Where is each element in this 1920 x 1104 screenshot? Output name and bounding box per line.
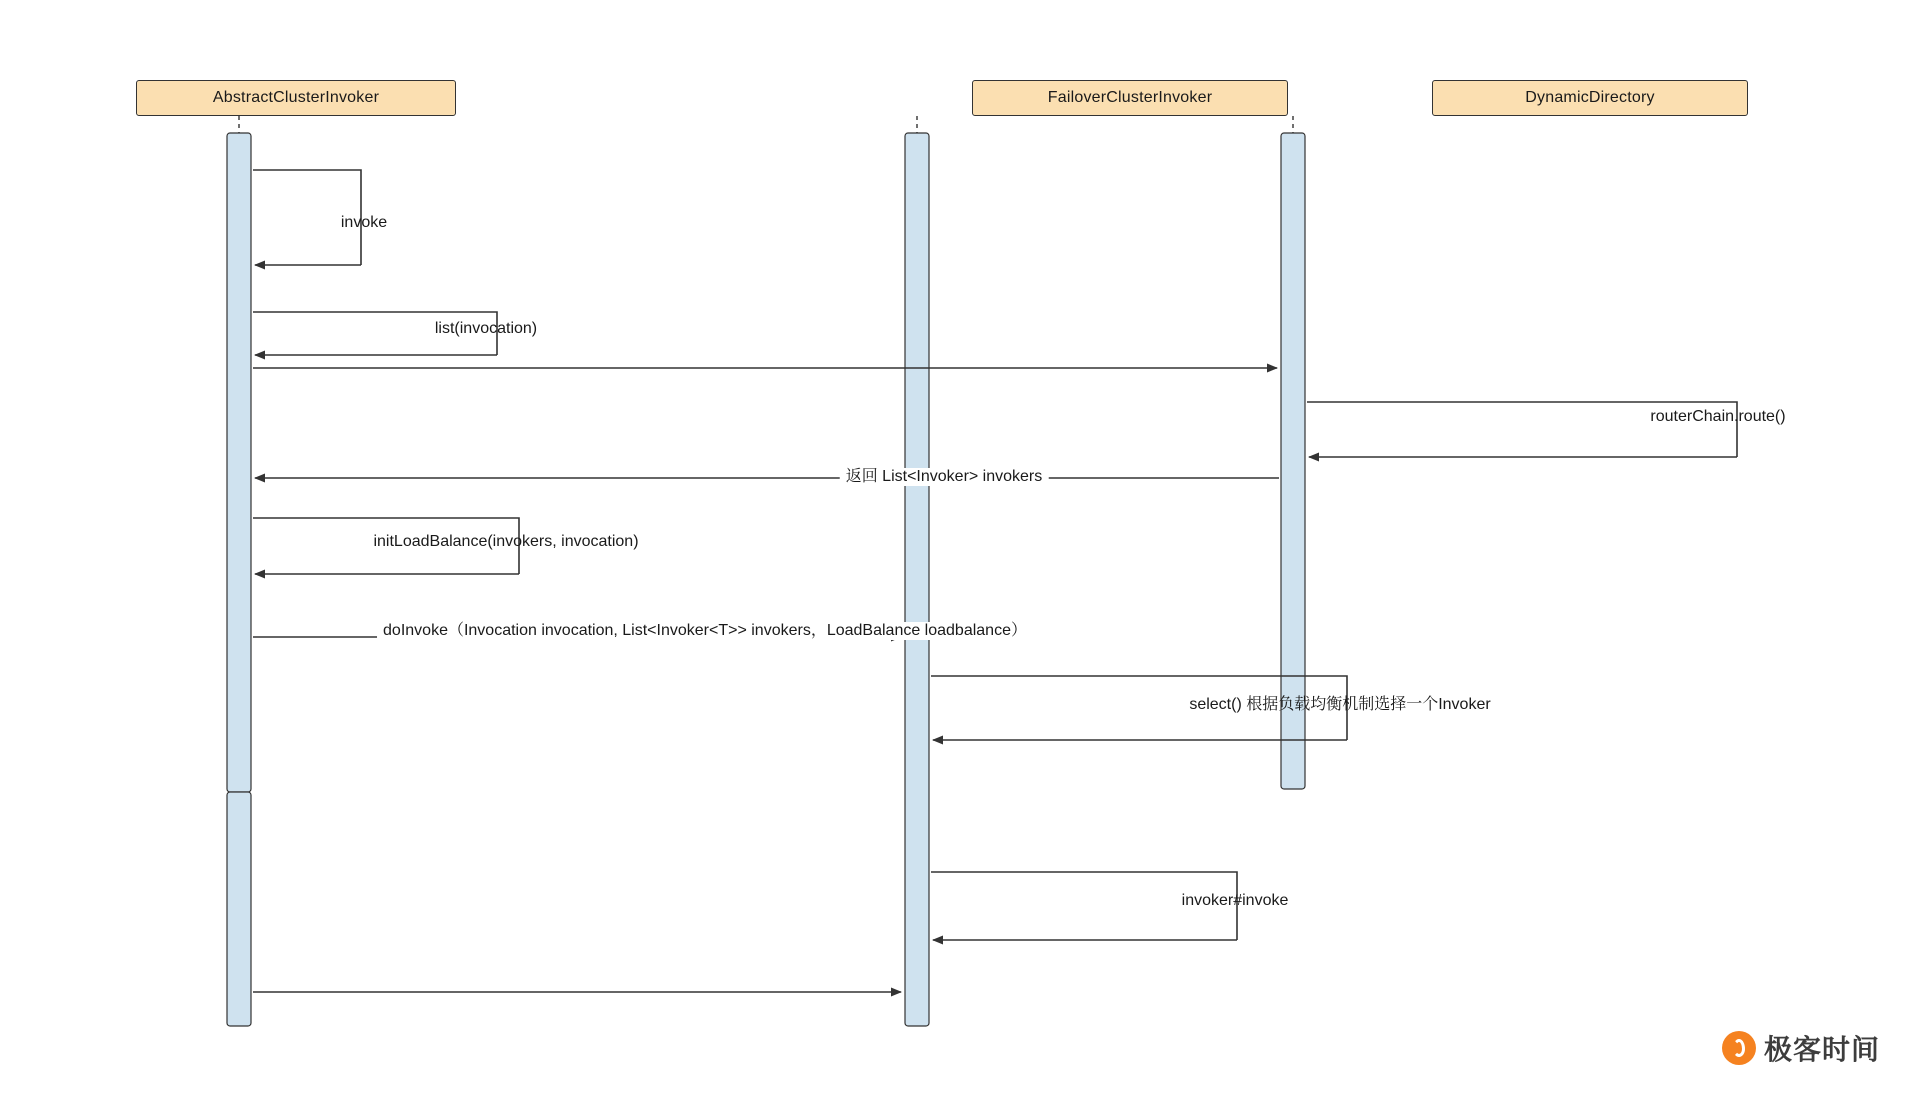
participant-dynamic-directory[interactable] (1432, 80, 1748, 116)
lifeline-dashes (239, 116, 1293, 140)
watermark-label: 极客时间 (1763, 1034, 1880, 1065)
geekbang-logo-icon (1722, 1031, 1756, 1065)
message-label-select-loadbalance: select() 根据负载均衡机制选择一个Invoker (1189, 696, 1491, 713)
message-label-router-chain-route: routerChain.route() (1650, 408, 1786, 425)
participant-label: DynamicDirectory (1525, 89, 1655, 106)
message-label-return-invokers: 返回 List<Invoker> invokers (840, 468, 1049, 486)
message-arrows (253, 170, 1737, 992)
message-label-do-invoke: doInvoke（Invocation invocation, List<Invoker<T>> invokers，LoadBalance loadbalance） (377, 622, 1033, 640)
participant-label: AbstractClusterInvoker (212, 89, 380, 106)
message-label-invoke: invoke (340, 214, 388, 231)
participant-abstract-cluster-invoker[interactable] (136, 80, 456, 116)
watermark (1722, 1028, 1880, 1068)
activation-bars (227, 133, 1305, 1026)
message-label-list-invocation: list(invocation) (434, 320, 538, 337)
message-label-invoker-invoke: invoker#invoke (1181, 892, 1289, 909)
participant-label: FailoverClusterInvoker (1047, 89, 1213, 106)
message-label-init-load-balance: initLoadBalance(invokers, invocation) (373, 533, 639, 550)
participant-failover-cluster-invoker[interactable] (972, 80, 1288, 116)
